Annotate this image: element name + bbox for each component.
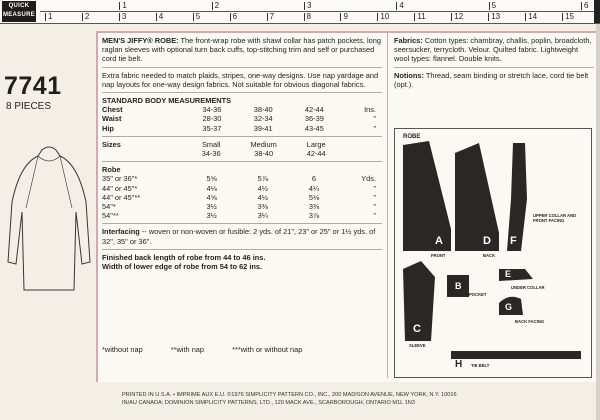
column-divider bbox=[387, 33, 388, 378]
ruler-tick-cm: 2 bbox=[84, 12, 90, 21]
divider bbox=[102, 67, 382, 68]
table-row bbox=[102, 105, 382, 114]
cell: 28-30 bbox=[202, 114, 222, 124]
cell: 4⅛ bbox=[206, 183, 217, 193]
measurements-table bbox=[102, 105, 382, 133]
yardage-title: Robe bbox=[102, 165, 121, 175]
unit: Yds. bbox=[361, 174, 376, 184]
table-row bbox=[102, 114, 382, 123]
divider bbox=[102, 249, 382, 250]
cell: 34-36 bbox=[202, 105, 222, 115]
cell: 39-41 bbox=[253, 123, 273, 133]
piece-e-caption: UNDER COLLAR bbox=[511, 285, 545, 290]
piece-c-caption: SLEEVE bbox=[409, 343, 426, 348]
divider bbox=[394, 67, 594, 68]
cell: 3¼ bbox=[257, 211, 268, 221]
ruler-row-cm bbox=[40, 11, 594, 22]
size-name: Large bbox=[306, 139, 326, 149]
cell: 42-44 bbox=[304, 105, 324, 115]
ruler-tick-inch: 5 bbox=[491, 1, 497, 10]
footnote: *without nap bbox=[102, 345, 143, 354]
ruler-tick-cm: 15 bbox=[565, 12, 574, 21]
piece-h-label: H bbox=[455, 359, 463, 370]
piece-h-shape bbox=[451, 351, 581, 359]
footer-line: IN/AU CANADA: DOMINION SIMPLICITY PATTERNS, LTD., 120 MACK AVE., SCARBOROUGH, ONTARIO M1L 1N3 bbox=[122, 400, 415, 406]
sizes-label: Sizes bbox=[102, 139, 121, 149]
fabric-width: 35" or 36"* bbox=[102, 174, 138, 184]
fabric-width: 44" or 45"** bbox=[102, 192, 141, 202]
diagram-title: ROBE bbox=[403, 134, 421, 140]
ruler-end-bar bbox=[594, 0, 600, 23]
description bbox=[102, 36, 382, 64]
size-range: 38-40 bbox=[254, 149, 274, 159]
ruler-tick-cm: 7 bbox=[269, 12, 275, 21]
cell: 32-34 bbox=[253, 114, 273, 124]
cell: 36-39 bbox=[304, 114, 324, 124]
ruler-tick-inch: 4 bbox=[399, 1, 404, 10]
unit: " bbox=[373, 192, 376, 202]
piece-c-label: C bbox=[413, 323, 421, 335]
footnote: **with nap bbox=[170, 345, 205, 354]
finished-width: Width of lower edge of robe from 54 to 62 ins. bbox=[102, 262, 263, 272]
ruler-tick-cm: 14 bbox=[528, 12, 538, 21]
piece-b-caption: POCKET bbox=[469, 292, 487, 297]
ruler-tick-cm: 13 bbox=[491, 12, 501, 21]
ruler-tick-cm: 12 bbox=[454, 12, 464, 21]
table-row bbox=[102, 202, 382, 211]
divider bbox=[102, 161, 382, 162]
unit: Ins. bbox=[364, 105, 376, 115]
fabrics-title: Fabrics: bbox=[394, 36, 423, 45]
ruler-tick-inch: 2 bbox=[214, 1, 220, 10]
yardage-table bbox=[102, 165, 382, 220]
piece-b-label: B bbox=[455, 281, 462, 291]
table-row bbox=[102, 124, 382, 133]
fabric-width: 54"** bbox=[102, 211, 119, 221]
interfacing-title: Interfacing bbox=[102, 227, 140, 237]
ruler-tick-cm: 10 bbox=[380, 12, 390, 21]
ruler-tick-inch: 6 bbox=[584, 1, 589, 10]
notions bbox=[394, 71, 594, 89]
unit: " bbox=[373, 211, 376, 221]
row-label: Chest bbox=[102, 105, 123, 115]
cell: 4½ bbox=[257, 192, 268, 202]
description-title: MEN'S JIFFY® ROBE: bbox=[102, 36, 179, 45]
piece-a-shape bbox=[403, 141, 451, 251]
ruler-tick-cm: 9 bbox=[343, 12, 348, 21]
cell: 3½ bbox=[206, 211, 217, 221]
table-row bbox=[102, 140, 382, 149]
table-row bbox=[102, 184, 382, 193]
table-row bbox=[102, 174, 382, 183]
info-column-right bbox=[394, 36, 594, 89]
size-range: 42-44 bbox=[306, 149, 326, 159]
info-panel bbox=[96, 31, 600, 382]
fabric-width: 54"* bbox=[102, 202, 116, 212]
copyright-footer bbox=[96, 381, 596, 420]
robe-back-view-drawing bbox=[6, 142, 92, 294]
table-row bbox=[102, 193, 382, 202]
row-label: Waist bbox=[102, 114, 122, 124]
unit: " bbox=[373, 114, 376, 124]
sizes-table bbox=[102, 140, 382, 158]
piece-a-caption: FRONT bbox=[431, 253, 446, 258]
notions-text: Thread, seam binding or stretch lace, cord tie belt (opt.). bbox=[394, 70, 589, 89]
cell: 4⅝ bbox=[206, 192, 217, 202]
piece-d-label: D bbox=[483, 235, 491, 247]
cell: 38-40 bbox=[253, 105, 273, 115]
ruler-label-top: QUICK bbox=[8, 3, 30, 9]
ruler-tick-inch: 3 bbox=[307, 1, 312, 10]
divider bbox=[102, 223, 382, 224]
cell: 6 bbox=[311, 174, 317, 184]
piece-count: 8 PIECES bbox=[6, 101, 52, 112]
piece-d-caption: BACK bbox=[483, 253, 496, 258]
piece-a-label: A bbox=[435, 235, 443, 247]
ruler-tick-inch: 1 bbox=[122, 1, 127, 10]
cell: 5⅞ bbox=[257, 174, 268, 184]
cell: 5⅛ bbox=[308, 192, 320, 202]
quick-measure-ruler bbox=[0, 0, 600, 24]
piece-h-caption: TIE BELT bbox=[471, 363, 490, 368]
ruler-tick-cm: 1 bbox=[48, 12, 53, 21]
cell: 3⅜ bbox=[308, 202, 320, 212]
ruler-label-bottom: MEASURE bbox=[2, 12, 36, 18]
footnotes bbox=[102, 345, 382, 354]
fabrics-text: Cotton types: chambray, challis, poplin, broadcloth, seersucker, terrycloth. Velour. Quilted fabric. Lightweight wool types: flannel. Double knits. bbox=[394, 36, 592, 64]
measurements-title: STANDARD BODY MEASUREMENTS bbox=[102, 96, 232, 106]
cell: 3⅜ bbox=[257, 202, 268, 212]
ruler-label bbox=[2, 1, 36, 22]
divider bbox=[102, 92, 382, 93]
piece-g-caption: BACK FACING bbox=[515, 319, 545, 324]
ruler-tick-cm: 8 bbox=[306, 12, 311, 21]
piece-f-caption: UPPER COLLAR AND FRONT FACING bbox=[533, 213, 577, 223]
left-column bbox=[0, 24, 97, 420]
unit: " bbox=[373, 202, 376, 212]
table-row bbox=[102, 149, 382, 158]
envelope-edge bbox=[596, 24, 600, 420]
info-column-left bbox=[102, 36, 382, 271]
ruler-tick-cm: 4 bbox=[158, 12, 164, 21]
cell: 3½ bbox=[206, 202, 217, 212]
description-extra: Extra fabric needed to match plaids, stripes, one-way designs. Use nap yardage and nap layouts for one-way design fabrics. Not suitable for obvious diagonal fabrics. bbox=[102, 70, 379, 89]
interfacing bbox=[102, 227, 382, 245]
size-name: Medium bbox=[250, 139, 277, 149]
size-name: Small bbox=[201, 139, 221, 149]
row-label: Hip bbox=[102, 123, 114, 133]
ruler-tick-cm: 11 bbox=[417, 12, 426, 21]
cell: 5⅝ bbox=[206, 174, 217, 184]
piece-g-label: G bbox=[505, 302, 513, 312]
divider bbox=[102, 136, 382, 137]
piece-e-label: E bbox=[505, 269, 512, 279]
pattern-number: 7741 bbox=[4, 72, 62, 100]
cell: 4½ bbox=[257, 183, 268, 193]
pattern-pieces-diagram bbox=[394, 128, 592, 378]
footnote: ***with or without nap bbox=[232, 345, 303, 354]
table-row bbox=[102, 211, 382, 220]
notions-title: Notions: bbox=[394, 70, 424, 80]
cell: 3⅞ bbox=[308, 211, 320, 221]
piece-d-shape bbox=[455, 143, 499, 251]
size-range: 34-36 bbox=[201, 149, 221, 159]
interfacing-text: -- woven or non-woven or fusible: 2 yds. of 21", 23" or 25" or 1½ yds. of 32", 35" or 36". bbox=[102, 227, 376, 246]
ruler-tick-cm: 3 bbox=[121, 12, 127, 21]
finished-length: Finished back length of robe from 44 to 46 ins. bbox=[102, 252, 266, 262]
ruler-tick-cm: 5 bbox=[195, 12, 201, 21]
cell: 43-45 bbox=[304, 123, 324, 133]
table-row bbox=[102, 165, 382, 174]
ruler-tick-cm: 6 bbox=[232, 12, 238, 21]
unit: " bbox=[373, 183, 376, 193]
description-body: The front-wrap robe with shawl collar has patch pockets, long raglan sleeves with optional turn back cuffs, top-stitching trim and self or purchased cord tie belt. bbox=[102, 36, 381, 64]
fabrics bbox=[394, 36, 594, 64]
cell: 4¼ bbox=[308, 183, 320, 193]
unit: " bbox=[373, 123, 376, 133]
fabric-width: 44" or 45"* bbox=[102, 183, 138, 193]
cell: 35-37 bbox=[202, 123, 222, 133]
piece-f-label: F bbox=[510, 235, 517, 247]
footer-line: PRINTED IN U.S.A. • IMPRIME AUX E.U. ©1976 SIMPLICITY PATTERN CO., INC., 200 MADISON AVENUE, NEW YORK, N.Y. 10016 bbox=[122, 392, 457, 398]
